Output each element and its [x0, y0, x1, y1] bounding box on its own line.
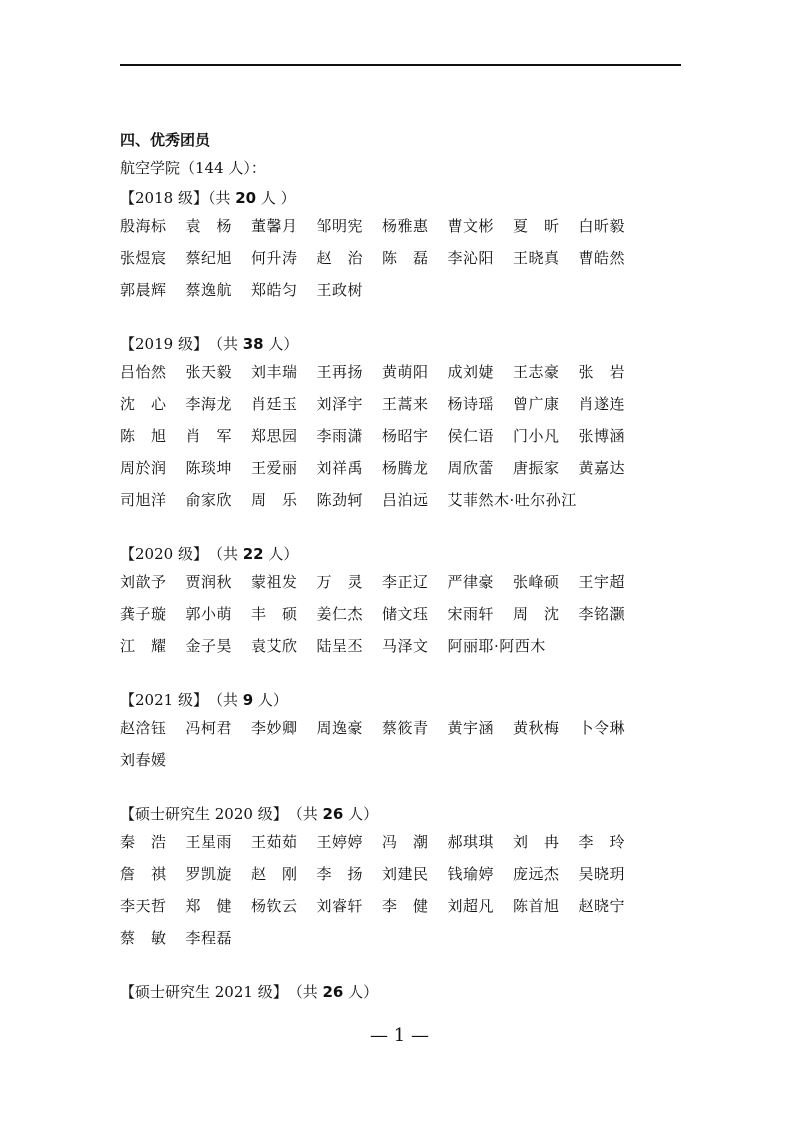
heading-prefix: 【2020 级】 （共 — [120, 545, 243, 563]
member-name: 李天哲 — [120, 897, 167, 915]
member-name: 陈劲轲 — [316, 491, 364, 509]
member-name: 秦 浩 — [120, 833, 167, 851]
page-number: — 1 — — [370, 1025, 429, 1046]
member-name: 储文珏 — [382, 605, 429, 623]
member-name: 马泽文 — [382, 637, 429, 655]
member-name: 张天毅 — [185, 363, 233, 381]
member-name: 庞远杰 — [513, 865, 560, 883]
member-name: 殷海标 — [120, 217, 167, 235]
member-name-list — [120, 826, 690, 954]
member-name: 袁艾欣 — [251, 637, 298, 655]
member-name: 艾菲然木·吐尔孙江 — [447, 491, 577, 509]
member-name: 李 玲 — [578, 833, 626, 851]
grade-group-heading — [120, 332, 690, 356]
member-name: 唐振家 — [513, 459, 560, 477]
grade-groups — [120, 186, 690, 1004]
member-name: 沈 心 — [120, 395, 167, 413]
member-name: 成刘婕 — [447, 363, 495, 381]
member-name: 李铭灏 — [578, 605, 626, 623]
member-name: 张博涵 — [578, 427, 626, 445]
member-name: 赵浛钰 — [120, 719, 167, 737]
member-name: 刘睿轩 — [316, 897, 364, 915]
member-name: 赵 刚 — [251, 865, 298, 883]
member-name: 蒙祖发 — [251, 573, 298, 591]
member-name: 李妙卿 — [251, 719, 298, 737]
member-name-list — [120, 712, 690, 776]
member-name: 吴晓玥 — [578, 865, 626, 883]
heading-suffix: 人 ） — [256, 189, 296, 207]
member-name: 刘春媛 — [120, 751, 167, 769]
member-name-list — [120, 356, 690, 516]
member-name: 黄萌阳 — [382, 363, 429, 381]
member-name: 刘泽宇 — [316, 395, 364, 413]
member-name: 郑 健 — [185, 897, 233, 915]
member-name: 刘建民 — [382, 865, 429, 883]
member-name: 邹明宪 — [316, 217, 364, 235]
member-name: 张 岩 — [578, 363, 626, 381]
member-name: 万 灵 — [316, 573, 364, 591]
member-name: 刘 冉 — [513, 833, 560, 851]
member-name: 周於润 — [120, 459, 167, 477]
grade-group — [120, 542, 690, 662]
member-name: 蔡逸航 — [185, 281, 233, 299]
member-name: 曹皓然 — [578, 249, 626, 267]
grade-group-heading — [120, 980, 690, 1004]
document-body — [120, 130, 690, 1030]
member-name: 刘歆予 — [120, 573, 167, 591]
heading-prefix: 【2021 级】 （共 — [120, 691, 243, 709]
member-name: 袁 杨 — [185, 217, 233, 235]
header-rule — [120, 64, 681, 66]
member-name: 钱瑜婷 — [447, 865, 495, 883]
member-name: 刘超凡 — [447, 897, 495, 915]
member-name: 周 乐 — [251, 491, 298, 509]
section-title: 四、优秀团员 — [120, 131, 211, 149]
member-name: 严律豪 — [447, 573, 495, 591]
member-name: 李程磊 — [185, 929, 233, 947]
member-name: 肖廷玉 — [251, 395, 298, 413]
member-name: 王再扬 — [316, 363, 364, 381]
grade-group — [120, 980, 690, 1004]
member-name: 江 耀 — [120, 637, 167, 655]
heading-prefix: 【2018 级】（共 — [120, 189, 236, 207]
member-name: 冯柯君 — [185, 719, 233, 737]
member-name: 丰 硕 — [251, 605, 298, 623]
member-name: 郭小萌 — [185, 605, 233, 623]
member-count: 9 — [242, 691, 254, 709]
member-count: 20 — [235, 189, 257, 207]
member-name: 陈首旭 — [513, 897, 560, 915]
member-name: 张煜宸 — [120, 249, 167, 267]
member-name: 周 沈 — [513, 605, 560, 623]
member-name: 卜令琳 — [578, 719, 626, 737]
heading-suffix: 人） — [263, 335, 299, 353]
member-name: 李海龙 — [185, 395, 233, 413]
member-name: 杨腾龙 — [382, 459, 429, 477]
grade-group-heading — [120, 688, 690, 712]
member-name: 夏 昕 — [513, 217, 560, 235]
member-name: 黄秋梅 — [513, 719, 560, 737]
member-name: 杨雅惠 — [382, 217, 429, 235]
member-name: 王志豪 — [513, 363, 560, 381]
member-count: 26 — [322, 983, 344, 1001]
member-name: 吕怡然 — [120, 363, 167, 381]
grade-group-heading — [120, 542, 690, 566]
heading-suffix: 人） — [263, 545, 299, 563]
member-name: 杨钦云 — [251, 897, 298, 915]
member-name: 王茹茹 — [251, 833, 298, 851]
member-name: 王爱丽 — [251, 459, 298, 477]
member-name: 周逸豪 — [316, 719, 364, 737]
member-name: 詹 祺 — [120, 865, 167, 883]
member-name: 王蒿来 — [382, 395, 429, 413]
college-heading: 航空学院（144 人）： — [120, 159, 266, 177]
heading-prefix: 【硕士研究生 2020 级】 （共 — [120, 805, 323, 823]
member-name: 郝琪琪 — [447, 833, 495, 851]
member-name: 陈 磊 — [382, 249, 429, 267]
grade-group-heading — [120, 186, 690, 210]
member-name: 王宇超 — [578, 573, 626, 591]
heading-suffix: 人） — [343, 983, 379, 1001]
member-name-list — [120, 210, 690, 306]
member-name: 赵晓宁 — [578, 897, 626, 915]
member-name: 宋雨轩 — [447, 605, 495, 623]
grade-group — [120, 186, 690, 306]
member-name: 何升涛 — [251, 249, 298, 267]
member-name: 司旭洋 — [120, 491, 167, 509]
member-name: 贾润秋 — [185, 573, 233, 591]
member-name: 俞家欣 — [185, 491, 233, 509]
member-name: 郑皓匀 — [251, 281, 298, 299]
member-name: 刘丰瑞 — [251, 363, 298, 381]
member-name: 龚子璇 — [120, 605, 167, 623]
member-name: 杨昭宇 — [382, 427, 429, 445]
heading-suffix: 人） — [343, 805, 379, 823]
member-name: 肖 军 — [185, 427, 233, 445]
member-count: 22 — [242, 545, 264, 563]
member-name: 陆呈丕 — [316, 637, 364, 655]
member-name: 李雨潇 — [316, 427, 364, 445]
grade-group — [120, 332, 690, 516]
member-name: 黄嘉达 — [578, 459, 626, 477]
member-name: 郭晨辉 — [120, 281, 167, 299]
member-name: 白昕毅 — [578, 217, 626, 235]
member-name: 罗凯旋 — [185, 865, 233, 883]
member-name: 曹文彬 — [447, 217, 495, 235]
member-name: 王政树 — [316, 281, 364, 299]
member-name: 金子昊 — [185, 637, 233, 655]
member-name: 蔡纪旭 — [185, 249, 233, 267]
member-name: 姜仁杰 — [316, 605, 364, 623]
member-name: 王晓真 — [513, 249, 560, 267]
heading-prefix: 【硕士研究生 2021 级】 （共 — [120, 983, 323, 1001]
member-name: 曾广康 — [513, 395, 560, 413]
member-name: 杨诗瑶 — [447, 395, 495, 413]
member-name: 陈琰坤 — [185, 459, 233, 477]
member-name-list — [120, 566, 690, 662]
member-name: 吕泊远 — [382, 491, 429, 509]
heading-suffix: 人） — [253, 691, 288, 709]
member-name: 蔡 敏 — [120, 929, 167, 947]
member-count: 26 — [322, 805, 344, 823]
member-name: 刘祥禹 — [316, 459, 364, 477]
member-name: 黄宇涵 — [447, 719, 495, 737]
grade-group — [120, 688, 690, 776]
member-name: 李正辽 — [382, 573, 429, 591]
member-name: 肖遂连 — [578, 395, 626, 413]
grade-group-heading — [120, 802, 690, 826]
member-name: 王星雨 — [185, 833, 233, 851]
member-name: 阿丽耶·阿西木 — [447, 637, 546, 655]
member-name: 门小凡 — [513, 427, 560, 445]
member-name: 张峰硕 — [513, 573, 560, 591]
member-name: 李 健 — [382, 897, 429, 915]
member-name: 郑思园 — [251, 427, 298, 445]
member-name: 陈 旭 — [120, 427, 167, 445]
member-name: 王婷婷 — [316, 833, 364, 851]
member-name: 冯 潮 — [382, 833, 429, 851]
member-name: 蔡筱青 — [382, 719, 429, 737]
member-name: 周欣蕾 — [447, 459, 495, 477]
member-name: 侯仁语 — [447, 427, 495, 445]
member-name: 赵 治 — [316, 249, 364, 267]
member-name: 李沁阳 — [447, 249, 495, 267]
heading-prefix: 【2019 级】 （共 — [120, 335, 243, 353]
member-name: 李 扬 — [316, 865, 364, 883]
member-count: 38 — [242, 335, 264, 353]
member-name: 董馨月 — [251, 217, 298, 235]
grade-group — [120, 802, 690, 954]
